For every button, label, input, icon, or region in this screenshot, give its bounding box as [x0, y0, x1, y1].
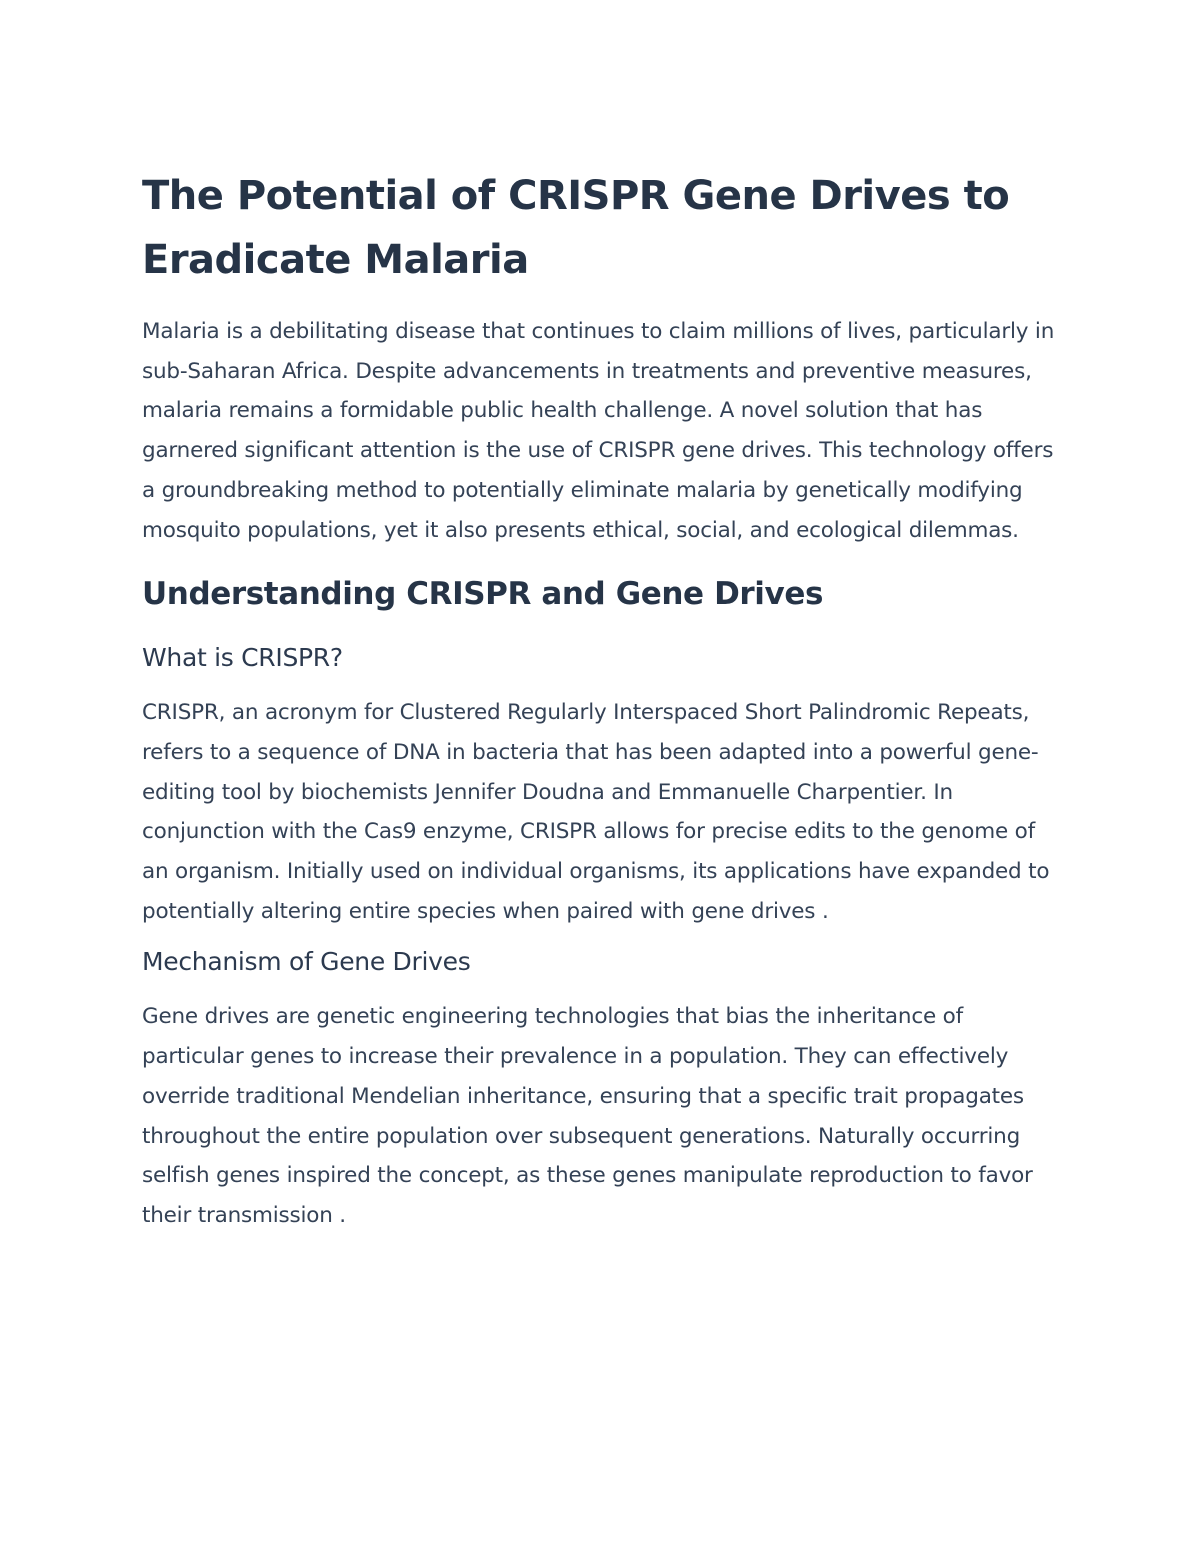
crispr-paragraph: CRISPR, an acronym for Clustered Regularly Interspaced Short Palindromic Repeats, refers to a sequence of DNA in bacteria that has been adapted into a powerful gene-editing tool by biochemists Jennifer Doudna and Emmanuelle Charpentier. In conjunction with the Cas9 enzyme, CRISPR allows for precise edits to the genome of an organism. Initially used on individual organisms, its applications have expanded to potentially altering entire species when paired with gene drives . — [142, 700, 1050, 924]
subsection-heading-mechanism: Mechanism of Gene Drives — [142, 947, 471, 977]
section-heading: Understanding CRISPR and Gene Drives — [142, 576, 823, 613]
gene-drives-paragraph: Gene drives are genetic engineering technologies that bias the inheritance of particular genes to increase their prevalence in a population. They can effectively override traditional Mendelian inheritance, ensuring that a specific trait propagates throughout the entire population over subsequent generations. Naturally occurring selfish genes inspired the concept, as these genes manipulate reproduction to favor their transmission . — [142, 1004, 1033, 1228]
subsection-heading-what-is-crispr: What is CRISPR? — [142, 643, 343, 673]
document-title: The Potential of CRISPR Gene Drives to Eradicate Malaria — [142, 173, 1010, 283]
intro-paragraph: Malaria is a debilitating disease that continues to claim millions of lives, particularly in sub-Saharan Africa. Despite advancements in treatments and preventive measures, malaria remains a formidable public health challenge. A novel solution that has garnered significant attention is the use of CRISPR gene drives. This technology offers a groundbreaking method to potentially eliminate malaria by genetically modifying mosquito populations, yet it also presents ethical, social, and ecological dilemmas. — [142, 319, 1055, 543]
document-page — [142, 164, 1062, 1236]
